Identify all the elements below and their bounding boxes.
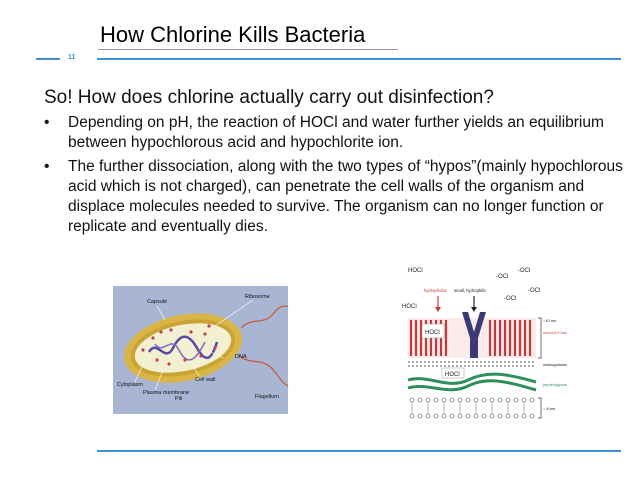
label-ocl-4: -OCl xyxy=(504,296,517,302)
peptidoglycan-layer xyxy=(408,374,536,390)
label-cell-wall: Cell wall xyxy=(195,377,216,383)
label-ocl-2: -OCl xyxy=(518,268,531,274)
header-rule-left xyxy=(36,58,60,60)
slide-heading: So! How does chlorine actually carry out disinfection? xyxy=(44,87,494,108)
label-hocl-mid: HOCl xyxy=(445,372,460,378)
bullet-text: The further dissociation, along with the two types of “hypos”(mainly hypochlorous acid which is not charged), can penetrate the cell walls of the organism and displace molecules needed to survive. The organism can no longer function or replicate and eventually dies. xyxy=(68,158,623,235)
cell-wall-penetration-diagram xyxy=(398,262,568,427)
plasma-membrane-bilayer xyxy=(410,398,534,418)
bullet-marker: • xyxy=(44,114,50,131)
layer-brackets xyxy=(538,318,541,418)
bullet-item xyxy=(44,157,624,237)
label-capsule: Capsule xyxy=(147,299,168,305)
bullet-list xyxy=(44,113,624,241)
label-ocl-1: -OCl xyxy=(496,274,509,280)
arrow-hydrophilic-head xyxy=(471,307,477,312)
label-dna: DNA xyxy=(235,354,247,360)
label-ribosome: Ribosome xyxy=(245,294,270,300)
bacterium-cell-illustration xyxy=(113,286,288,414)
label-pili: Pili xyxy=(175,396,183,402)
slide-number: 11 xyxy=(68,54,76,61)
slide-title: How Chlorine Kills Bacteria xyxy=(100,22,366,47)
label-hydrophobic: hydrophobic xyxy=(424,288,447,293)
footer-rule xyxy=(97,450,621,452)
label-hocl-top: HOCl xyxy=(408,268,423,274)
arrow-hydrophobic-head xyxy=(435,307,441,312)
header-rule-right xyxy=(97,58,621,60)
label-arabinogalactan: arabinogalactan xyxy=(543,362,567,367)
arabinogalactan-layer xyxy=(408,362,536,366)
label-small-hydrophilic: small, hydrophilic xyxy=(454,288,487,293)
bullet-marker: • xyxy=(44,158,50,175)
label-mycolic: mycolic acids (60-90 C-atoms) xyxy=(543,330,568,335)
label-ocl-3: -OCl xyxy=(528,288,541,294)
label-peptidoglycan: peptidoglycan xyxy=(543,382,567,387)
label-plasma-membrane: Plasma membrane xyxy=(143,390,190,396)
title-underline xyxy=(98,49,398,50)
bullet-item xyxy=(44,113,624,153)
label-size-top: ~10 nm xyxy=(543,318,557,323)
label-hocl-left: HOCl xyxy=(402,304,417,310)
label-flagellum: Flagellum xyxy=(255,394,279,400)
label-hocl-inner: HOCl xyxy=(425,330,440,336)
label-size-bottom: ~ 8 nm xyxy=(543,406,556,411)
label-cytoplasm: Cytoplasm xyxy=(117,382,143,388)
bullet-text: Depending on pH, the reaction of HOCl and water further yields an equilibrium between hypochlorous acid and hypochlorite ion. xyxy=(68,114,604,151)
